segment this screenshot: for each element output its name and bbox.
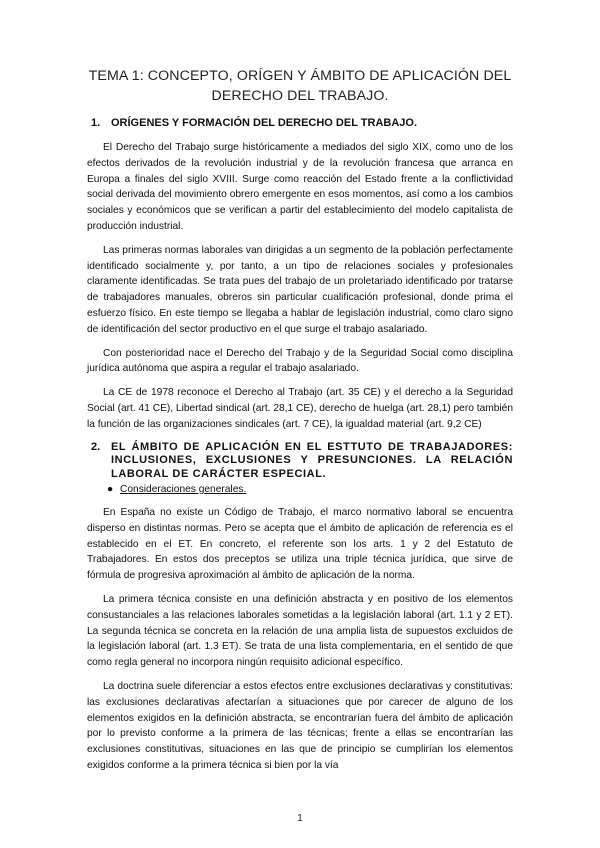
paragraph: En España no existe un Código de Trabajo, el marco normativo laboral se encuentra disperso en distintas normas. Pero se acepta que el ámbito de aplicación de referencia es el establecido en el ET. En concreto, el referente son los arts. 1 y 2 del Estatuto de Trabajadores. En estos dos preceptos se utiliza una triple técnica jurídica, que sirve de fórmula de progresiva aproximación al ámbito de aplicación de la norma. (87, 507, 513, 582)
page-number: 1 (297, 813, 303, 824)
title-line-1: TEMA 1: CONCEPTO, ORÍGEN Y ÁMBITO DE APLICACIÓN DEL (88, 68, 512, 84)
paragraph: Las primeras normas laborales van dirigidas a un segmento de la población perfectamente identificado socialmente y, por tanto, a un tipo de relaciones sociales y profesionales claramente identificadas. Se trata pues del trabajo de un proletariado identificado por tratarse de trabajadores manuales, obreros sin particular cualificación profesional, donde prima el esfuerzo físico. En este tiempo se llegaba a hablar de legislación industrial, como claro signo de identificación del sector productivo en el que surge el trabajo asalariado. (87, 244, 513, 335)
subheading-bullet (107, 483, 513, 497)
section-1-number: 1. (91, 117, 101, 129)
paragraph: La doctrina suele diferenciar a estos efectos entre exclusiones declarativas y constitutivas: las exclusiones declarativas afectarían a situaciones que por carecer de alguno de los elementos exigidos en la definición abstracta, se encontrarían fuera del ámbito de aplicación por lo previsto conforme a la primera de las técnicas; frente a ellas se encontrarían las exclusiones constitutivas, situaciones en las que de principio se cumplirían los elementos exigidos conforme a la primera técnica si bien por la vía (87, 681, 513, 771)
section-2-heading (87, 441, 513, 482)
paragraph: Con posterioridad nace el Derecho del Trabajo y de la Seguridad Social como disciplina jurídica autónoma que aspira a regular el trabajo asalariado. (87, 347, 513, 375)
bullet-icon: ● (107, 484, 114, 496)
title-line-2: DERECHO DEL TRABAJO. (211, 88, 389, 104)
section-1-title: ORÍGENES Y FORMACIÓN DEL DERECHO DEL TRABAJO. (111, 117, 418, 129)
section-1-heading (87, 117, 513, 130)
section-2-title: EL ÁMBITO DE APLICACIÓN EN EL ESTTUTO DE TRABAJADORES: INCLUSIONES, EXCLUSIONES Y PRESUNCIONES. LA RELACIÓN LABORAL DE CARÁCTER ESPECIAL. (111, 440, 513, 480)
subheading-label: Consideraciones generales. (120, 484, 247, 496)
page-content (87, 66, 513, 782)
paragraph: El Derecho del Trabajo surge históricamente a mediados del siglo XIX, como uno de los efectos derivados de la revolución industrial y de la revolución francesa que arranca en Europa a finales del siglo XVIII. Surge como reacción del Estado frente a la conflictividad social derivada del movimiento obrero emergente en esos momentos, así como a los cambios sociales y económicos que se verifican a partir del establecimiento del modelo capitalista de producción industrial. (87, 142, 513, 232)
paragraph: La primera técnica consiste en una definición abstracta y en positivo de los elementos consustanciales a las relaciones laborales sometidas a la legislación laboral (art. 1.1 y 2 ET). La segunda técnica se concreta en la relación de una amplia lista de supuestos excluidos de la legislación laboral (art. 1.3 ET). Se trata de una lista complementaria, en el sentido de que como regla general no incorpora ningún requisito adicional específico. (87, 594, 513, 669)
paragraph: La CE de 1978 reconoce el Derecho al Trabajo (art. 35 CE) y el derecho a la Seguridad Social (art. 41 CE), Libertad sindical (art. 28,1 CE), derecho de huelga (art. 28,1) pero también la función de las organizaciones sindicales (art. 7 CE), la igualdad material (art. 9,2 CE) (87, 387, 513, 430)
section-2-number: 2. (91, 440, 101, 453)
document-title (87, 66, 513, 106)
